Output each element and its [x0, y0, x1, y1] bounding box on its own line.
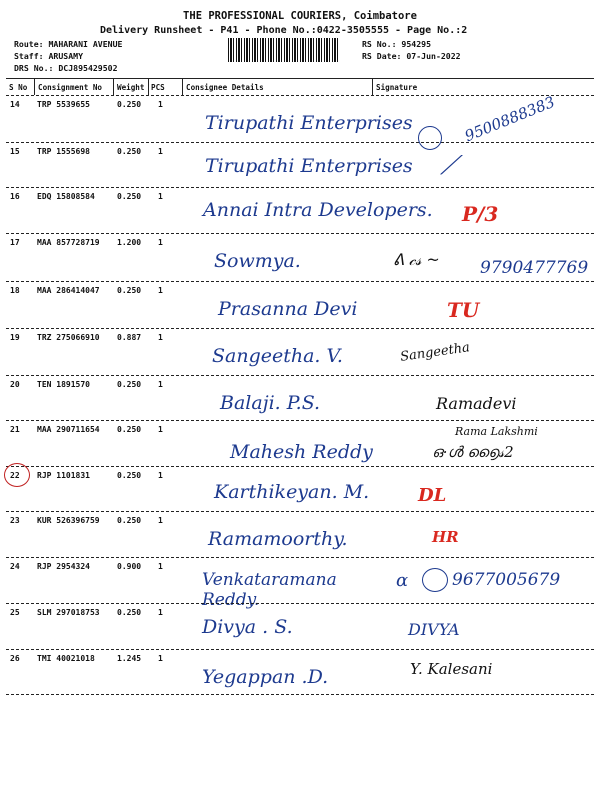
row-sno: 21	[10, 425, 20, 434]
row-signature: TU	[447, 298, 480, 322]
row-consignment-no: RJP 1101831	[37, 471, 90, 480]
table-bottom-rule	[6, 694, 594, 695]
row-signature: P/3	[462, 202, 499, 226]
rs-number: RS No.: 954295	[362, 39, 432, 49]
row-consignment-no: SLM 297018753	[37, 608, 100, 617]
table-row	[0, 469, 600, 517]
header-weight: Weight	[117, 83, 145, 92]
header-sno: S No	[9, 83, 28, 92]
row-consignee-handwritten: Venkataramana Reddy.	[202, 570, 337, 610]
row-weight: 1.245	[117, 654, 142, 663]
header-signature: Signature	[376, 83, 418, 92]
row-pcs: 1	[158, 608, 163, 617]
column-divider	[113, 79, 114, 95]
row-pcs: 1	[158, 147, 163, 156]
row-consignment-no: TEN 1891570	[37, 380, 90, 389]
runsheet-subtitle: Delivery Runsheet - P41 - Phone No.:0422-3505555 - Page No.:2	[100, 25, 468, 36]
row-pcs: 1	[158, 654, 163, 663]
row-consignee-handwritten: Sowmya.	[214, 250, 301, 272]
row-signature: HR	[432, 528, 459, 546]
table-row	[0, 190, 600, 238]
row-sno: 24	[10, 562, 20, 571]
row-sno: 17	[10, 238, 20, 247]
row-consignment-no: TRZ 275066910	[37, 333, 100, 342]
row-consignee-handwritten: Divya . S.	[202, 616, 293, 638]
table-row	[0, 423, 600, 471]
row-sno: 19	[10, 333, 20, 342]
row-pcs: 1	[158, 562, 163, 571]
row-consignee-handwritten: Ramamoorthy.	[208, 528, 348, 550]
row-consignment-no: RJP 2954324	[37, 562, 90, 571]
row-signature: DIVYA	[408, 620, 460, 639]
row-consignment-no: TMI 40021018	[37, 654, 95, 663]
row-weight: 0.250	[117, 100, 142, 109]
row-consignment-no: MAA 857728719	[37, 238, 100, 247]
row-weight: 0.250	[117, 425, 142, 434]
column-divider	[148, 79, 149, 95]
row-divider	[6, 466, 594, 467]
row-weight: 0.250	[117, 147, 142, 156]
header-consignment: Consignment No	[38, 83, 103, 92]
table-top-rule	[6, 78, 594, 79]
row-sno: 15	[10, 147, 20, 156]
row-signature: Sangeetha	[399, 340, 471, 365]
document-title: THE PROFESSIONAL COURIERS, Coimbatore	[183, 10, 417, 22]
column-divider	[182, 79, 183, 95]
row-sno: 23	[10, 516, 20, 525]
row-divider	[6, 511, 594, 512]
signature-mark: ഒ·ൾ ൭ൈ𝓈2	[432, 443, 514, 461]
rs-date: RS Date: 07-Jun-2022	[362, 51, 461, 61]
row-consignment-no: MAA 290711654	[37, 425, 100, 434]
row-divider	[6, 281, 594, 282]
row-pcs: 1	[158, 238, 163, 247]
row-signature: DL	[418, 485, 447, 506]
table-row	[0, 560, 600, 608]
row-signature: Y. Kalesani	[410, 660, 493, 678]
row-divider	[6, 649, 594, 650]
row-sno: 25	[10, 608, 20, 617]
row-weight: 0.900	[117, 562, 142, 571]
row-consignee-handwritten: Sangeetha. V.	[212, 345, 343, 367]
row-sno: 18	[10, 286, 20, 295]
row-divider	[6, 603, 594, 604]
row-pcs: 1	[158, 192, 163, 201]
row-sno: 26	[10, 654, 20, 663]
row-weight: 0.250	[117, 192, 142, 201]
row-divider	[6, 557, 594, 558]
row-sno: 16	[10, 192, 20, 201]
column-divider	[34, 79, 35, 95]
row-weight: 0.887	[117, 333, 142, 342]
table-row	[0, 236, 600, 284]
row-signature: 9677005679	[452, 570, 561, 590]
row-pcs: 1	[158, 286, 163, 295]
row-consignee-handwritten: Balaji. P.S.	[220, 392, 321, 414]
signature-mark: ⟋	[440, 151, 459, 181]
row-consignee-handwritten: Annai Intra Developers.	[203, 199, 433, 221]
route-label: Route: MAHARANI AVENUE	[14, 39, 123, 49]
barcode-image	[228, 38, 340, 62]
staff-label: Staff: ARUSAMY	[14, 51, 84, 61]
header-consignee: Consignee Details	[186, 83, 264, 92]
table-row	[0, 378, 600, 426]
row-divider	[6, 420, 594, 421]
row-consignee-handwritten: Tirupathi Enterprises	[205, 112, 413, 134]
row-consignment-no: TRP 1555698	[37, 147, 90, 156]
row-consignee-handwritten: Mahesh Reddy	[230, 441, 373, 463]
row-divider	[6, 233, 594, 234]
column-divider	[372, 79, 373, 95]
table-row	[0, 652, 600, 700]
table-row	[0, 331, 600, 379]
row-consignee-handwritten: Yegappan .D.	[202, 666, 329, 688]
row-signature: 9790477769	[480, 258, 589, 278]
table-row	[0, 145, 600, 193]
row-sno: 14	[10, 100, 20, 109]
row-divider	[6, 187, 594, 188]
signature-mark: ᕕ 𝒸𝓈 ~	[393, 250, 440, 269]
row-weight: 0.250	[117, 608, 142, 617]
row-consignment-no: EDQ 15808584	[37, 192, 95, 201]
table-row	[0, 514, 600, 562]
signature-mark	[422, 568, 448, 592]
row-pcs: 1	[158, 100, 163, 109]
row-pcs: 1	[158, 333, 163, 342]
row-consignment-no: MAA 286414047	[37, 286, 100, 295]
table-row	[0, 606, 600, 654]
row-consignee-handwritten: Karthikeyan. M.	[214, 481, 370, 503]
row-pcs: 1	[158, 425, 163, 434]
row-pcs: 1	[158, 380, 163, 389]
row-signature: 9500888383	[462, 92, 558, 146]
row-weight: 0.250	[117, 286, 142, 295]
row-divider	[6, 328, 594, 329]
header-bottom-rule	[6, 95, 594, 96]
row-weight: 1.200	[117, 238, 142, 247]
row-pcs: 1	[158, 516, 163, 525]
row-divider	[6, 375, 594, 376]
row-sno: 22	[10, 471, 20, 480]
row-signature: Ramadevi	[436, 394, 517, 413]
table-row	[0, 92, 600, 146]
row-consignee-handwritten: Prasanna Devi	[218, 298, 358, 320]
table-row	[0, 284, 600, 332]
row-consignment-no: KUR 526396759	[37, 516, 100, 525]
row-pcs: 1	[158, 471, 163, 480]
row-consignment-no: TRP 5539655	[37, 100, 90, 109]
row-weight: 0.250	[117, 516, 142, 525]
row-divider	[6, 142, 594, 143]
row-weight: 0.250	[117, 380, 142, 389]
row-sno: 20	[10, 380, 20, 389]
row-consignee-handwritten: Tirupathi Enterprises	[205, 155, 413, 177]
row-weight: 0.250	[117, 471, 142, 480]
header-pcs: PCS	[151, 83, 165, 92]
row-signature: Rama Lakshmi	[455, 425, 538, 438]
drs-number: DRS No.: DCJ895429502	[14, 63, 118, 73]
signature-mark: 𝛼	[396, 570, 409, 591]
